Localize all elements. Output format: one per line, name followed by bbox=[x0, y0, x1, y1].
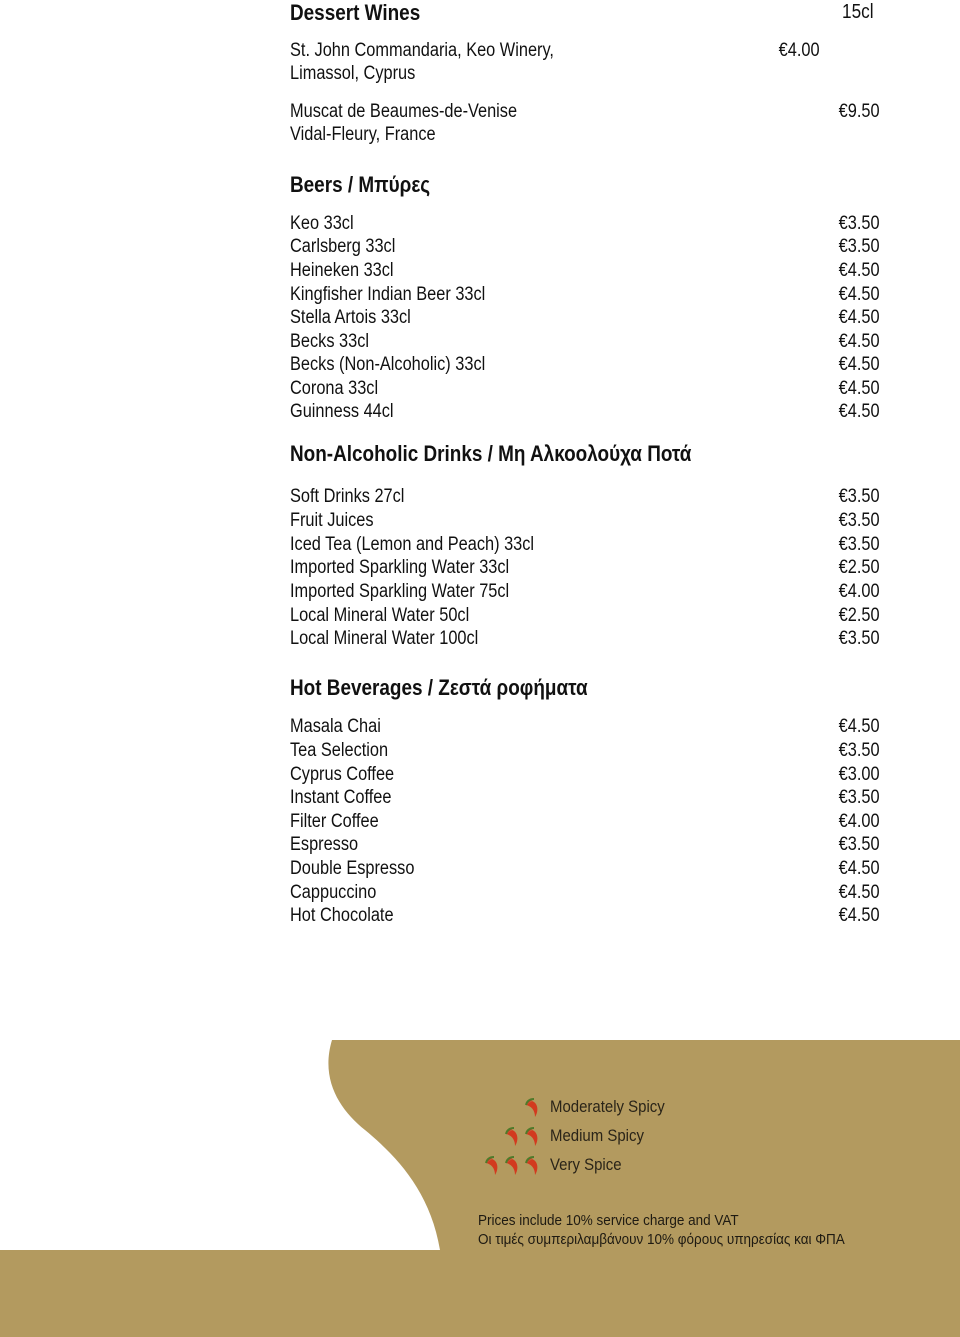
beer-item-price: €4.50 bbox=[839, 307, 880, 328]
beer-item-price: €3.50 bbox=[839, 213, 880, 234]
dessert-wine-1-price: €4.00 bbox=[779, 40, 820, 61]
non-alcoholic-item-price: €3.50 bbox=[839, 486, 880, 507]
beer-item-price: €3.50 bbox=[839, 236, 880, 257]
chili-icon bbox=[480, 1124, 550, 1148]
hot-beverage-item-name: Filter Coffee bbox=[290, 811, 379, 832]
non-alcoholic-item-price: €3.50 bbox=[839, 510, 880, 531]
legend-label-moderately-spicy: Moderately Spicy bbox=[550, 1097, 665, 1116]
hot-beverage-item-name: Tea Selection bbox=[290, 740, 389, 761]
dessert-wine-2-name-line2: Vidal-Fleury, France bbox=[290, 124, 436, 145]
hot-beverage-item-price: €3.50 bbox=[839, 834, 880, 855]
beer-item-price: €4.50 bbox=[839, 354, 880, 375]
non-alcoholic-item-name: Local Mineral Water 50cl bbox=[290, 605, 470, 626]
non-alcoholic-item-name: Soft Drinks 27cl bbox=[290, 486, 405, 507]
beer-item-name: Kingfisher Indian Beer 33cl bbox=[290, 284, 486, 305]
hot-beverage-item-name: Masala Chai bbox=[290, 716, 381, 737]
hot-beverage-item-name: Double Espresso bbox=[290, 858, 415, 879]
dessert-wines-size-note: 15cl bbox=[842, 1, 874, 23]
dessert-wine-1-name-line1: St. John Commandaria, Keo Winery, bbox=[290, 40, 554, 61]
legend-label-very-spice: Very Spice bbox=[550, 1155, 622, 1174]
beer-item-name: Stella Artois 33cl bbox=[290, 307, 411, 328]
hot-beverage-item-name: Espresso bbox=[290, 834, 359, 855]
section-title-dessert-wines: Dessert Wines bbox=[290, 0, 421, 25]
section-title-hot-beverages: Hot Beverages / Ζεστά ροφήματα bbox=[290, 675, 588, 700]
non-alcoholic-item-price: €3.50 bbox=[839, 534, 880, 555]
dessert-wine-2-name-line1: Muscat de Beaumes-de-Venise bbox=[290, 101, 518, 122]
non-alcoholic-item-name: Fruit Juices bbox=[290, 510, 374, 531]
non-alcoholic-item-price: €2.50 bbox=[839, 557, 880, 578]
hot-beverage-item-price: €4.00 bbox=[839, 811, 880, 832]
beer-item-name: Guinness 44cl bbox=[290, 401, 394, 422]
hot-beverage-item-price: €3.50 bbox=[839, 787, 880, 808]
hot-beverage-item-price: €3.50 bbox=[839, 740, 880, 761]
beer-item-price: €4.50 bbox=[839, 284, 880, 305]
non-alcoholic-item-name: Local Mineral Water 100cl bbox=[290, 628, 479, 649]
beer-item-price: €4.50 bbox=[839, 260, 880, 281]
footer-band bbox=[0, 1040, 960, 1337]
section-title-non-alcoholic: Non-Alcoholic Drinks / Μη Αλκοολούχα Ποτά bbox=[290, 441, 692, 466]
beer-item-name: Becks (Non-Alcoholic) 33cl bbox=[290, 354, 486, 375]
non-alcoholic-item-price: €3.50 bbox=[839, 628, 880, 649]
hot-beverage-item-name: Cyprus Coffee bbox=[290, 764, 395, 785]
legend-label-medium-spicy: Medium Spicy bbox=[550, 1126, 644, 1145]
hot-beverage-item-price: €4.50 bbox=[839, 858, 880, 879]
non-alcoholic-item-name: Imported Sparkling Water 75cl bbox=[290, 581, 510, 602]
hot-beverage-item-name: Cappuccino bbox=[290, 882, 377, 903]
hot-beverage-item-name: Hot Chocolate bbox=[290, 905, 394, 926]
chili-icon bbox=[480, 1153, 550, 1177]
beer-item-name: Carlsberg 33cl bbox=[290, 236, 396, 257]
non-alcoholic-item-name: Iced Tea (Lemon and Peach) 33cl bbox=[290, 534, 535, 555]
beer-item-price: €4.50 bbox=[839, 401, 880, 422]
beer-item-price: €4.50 bbox=[839, 378, 880, 399]
non-alcoholic-item-price: €4.00 bbox=[839, 581, 880, 602]
prices-note-english: Prices include 10% service charge and VAT bbox=[478, 1212, 739, 1229]
beer-item-name: Heineken 33cl bbox=[290, 260, 394, 281]
chili-icon bbox=[480, 1095, 550, 1119]
beer-item-name: Becks 33cl bbox=[290, 331, 370, 352]
hot-beverage-item-price: €4.50 bbox=[839, 905, 880, 926]
beer-item-name: Keo 33cl bbox=[290, 213, 354, 234]
non-alcoholic-item-name: Imported Sparkling Water 33cl bbox=[290, 557, 510, 578]
hot-beverage-item-name: Instant Coffee bbox=[290, 787, 392, 808]
non-alcoholic-item-price: €2.50 bbox=[839, 605, 880, 626]
hot-beverage-item-price: €3.00 bbox=[839, 764, 880, 785]
dessert-wine-2-price: €9.50 bbox=[839, 101, 880, 122]
hot-beverage-item-price: €4.50 bbox=[839, 716, 880, 737]
hot-beverage-item-price: €4.50 bbox=[839, 882, 880, 903]
beer-item-price: €4.50 bbox=[839, 331, 880, 352]
beer-item-name: Corona 33cl bbox=[290, 378, 379, 399]
section-title-beers: Beers / Μπύρες bbox=[290, 172, 431, 197]
dessert-wine-1-name-line2: Limassol, Cyprus bbox=[290, 63, 416, 84]
prices-note-greek: Οι τιμές συμπεριλαμβάνουν 10% φόρους υπηρεσίας και ΦΠΑ bbox=[478, 1231, 845, 1248]
